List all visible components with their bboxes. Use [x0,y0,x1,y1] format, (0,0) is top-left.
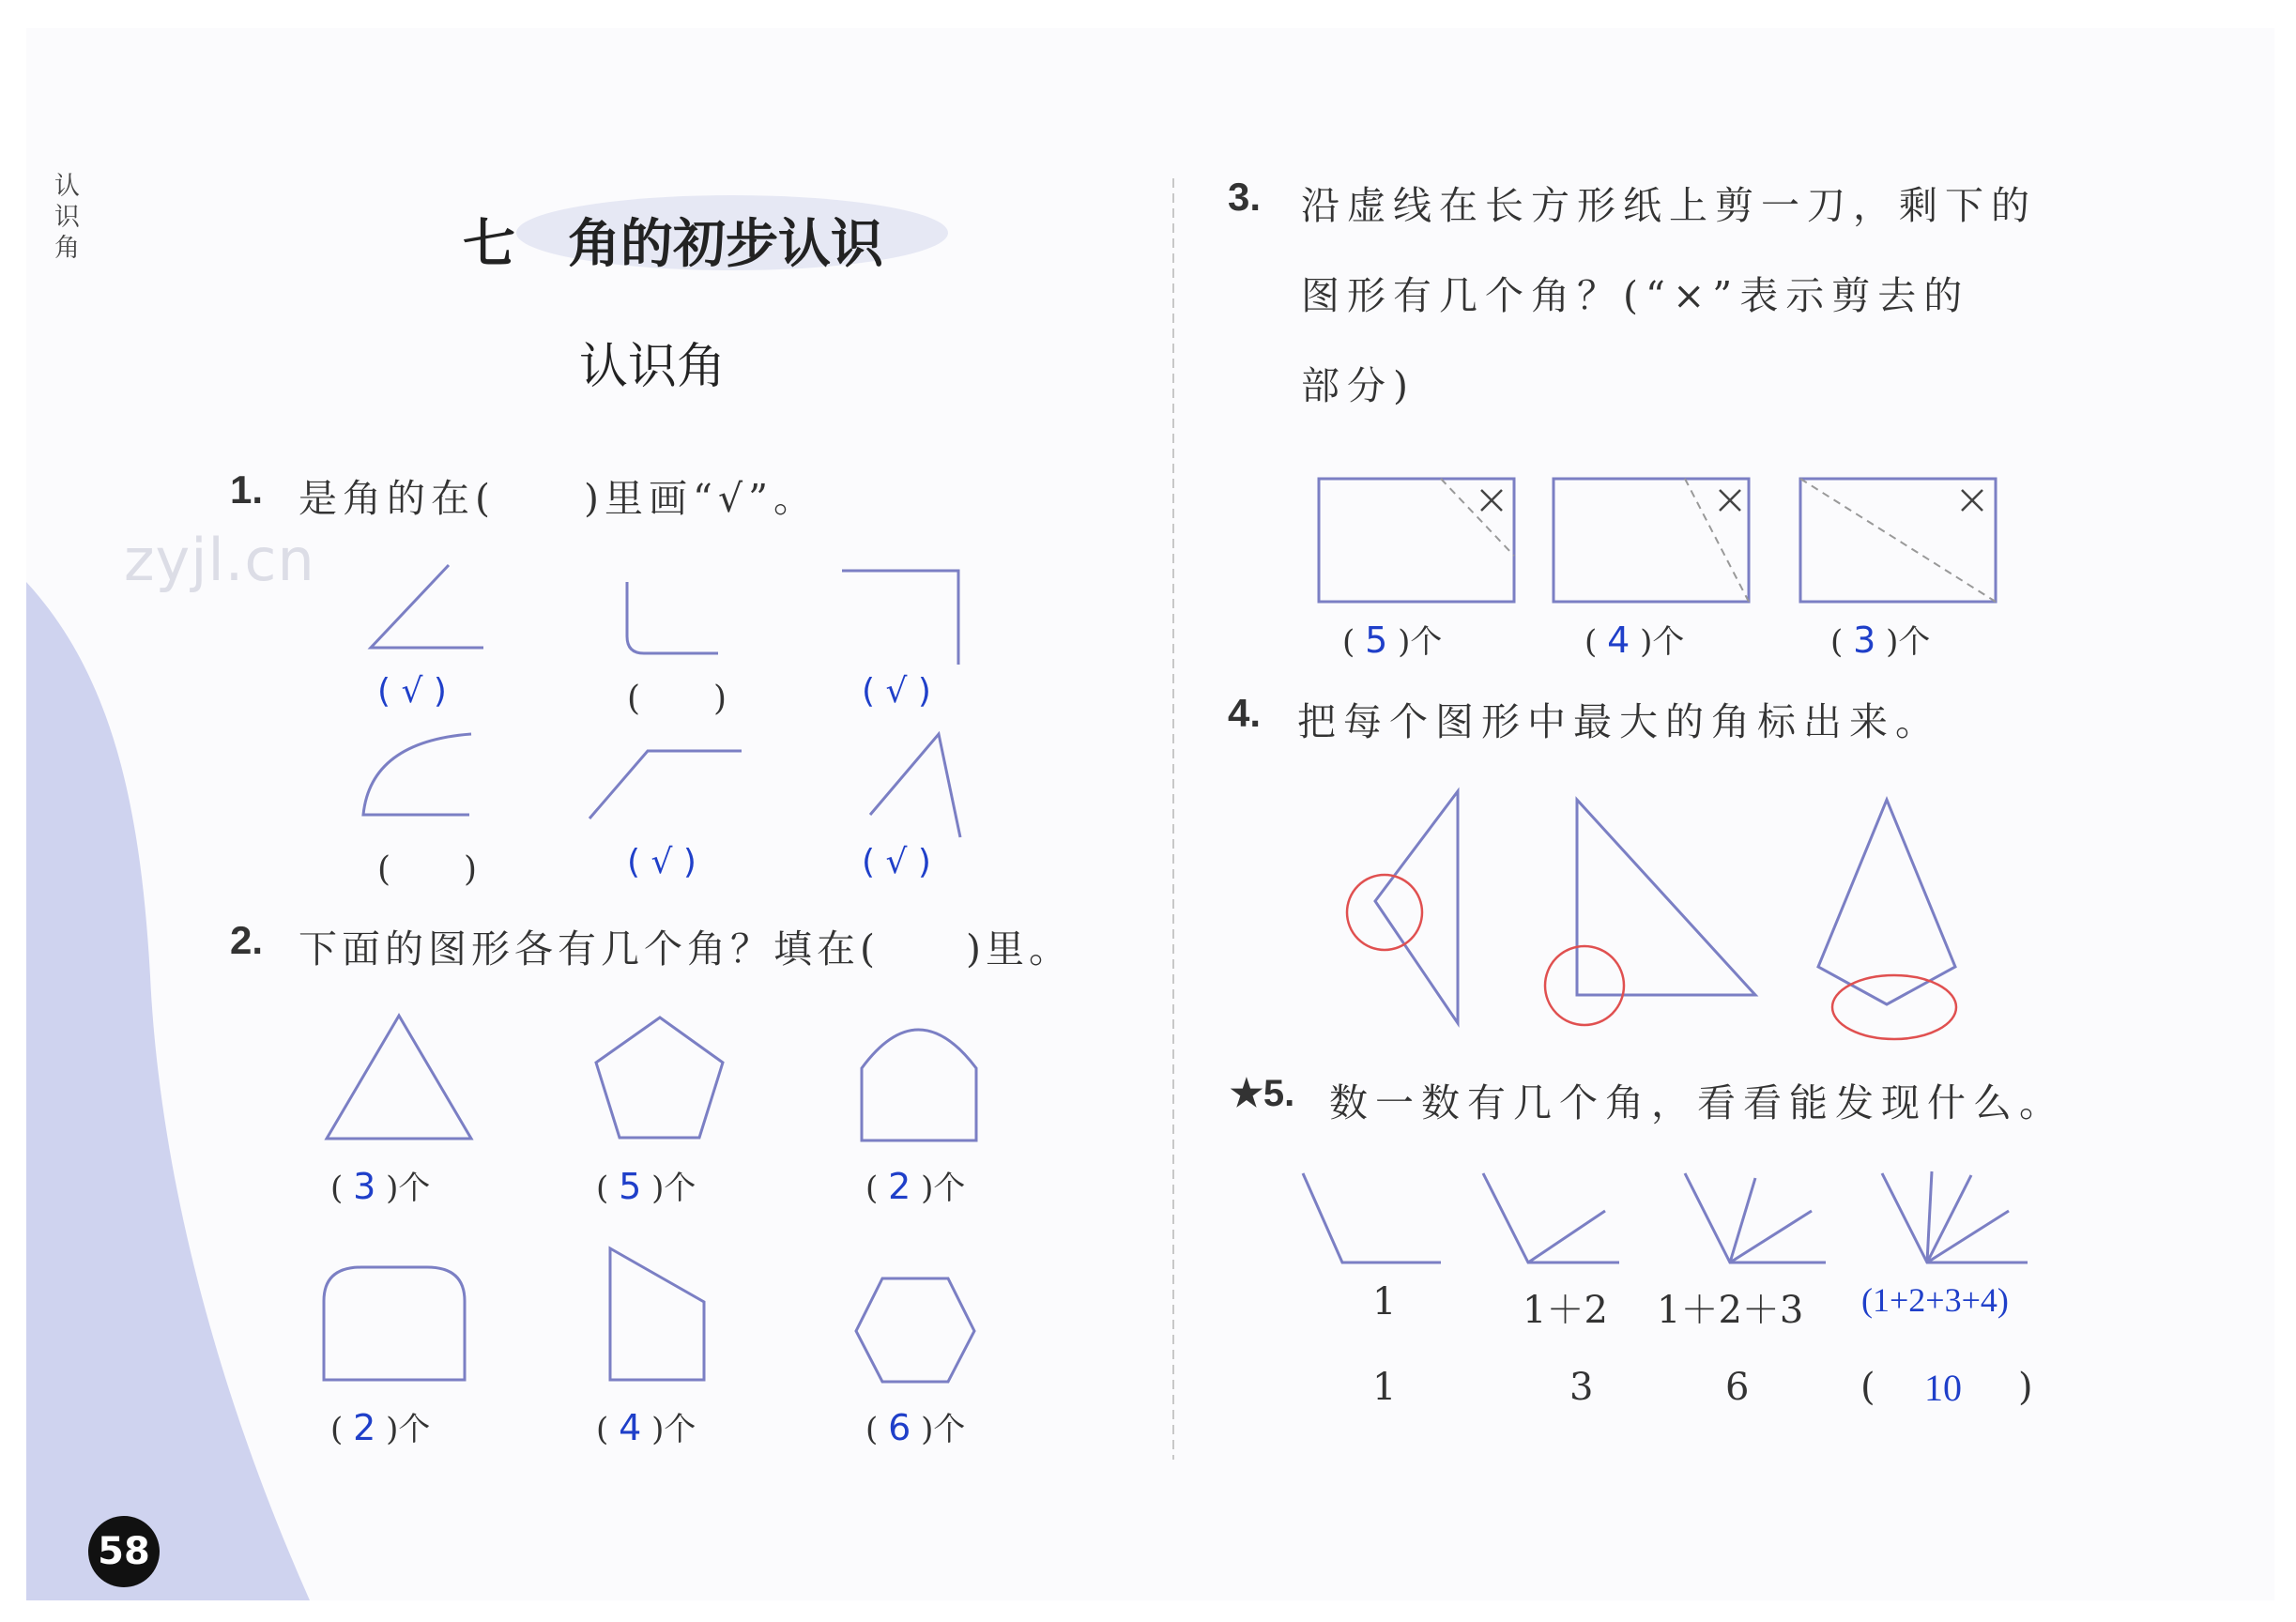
q1-answer-2: ( ) [627,680,729,718]
q2-text: 下面的图形各有几个角？填在( )里。 [298,926,1072,972]
q1-answer-6: ( √ ) [862,843,931,881]
q2-answer-3-group: ( 2 )个 [865,1166,966,1207]
q2-answer-1: 3 [353,1166,376,1207]
q2-answer-2: 5 [619,1166,642,1207]
q3-answer-1: 5 [1365,620,1388,661]
q2-answer-5: 4 [619,1407,642,1448]
q2-answer-3: 2 [888,1166,911,1207]
q3-answer-1-group: ( 5 )个 [1342,620,1443,661]
q3-answer-3: 3 [1853,620,1876,661]
q3-unit-1: 个 [1410,623,1443,661]
q2-unit-5: 个 [664,1411,696,1448]
q5-row2-paren-open: ( [1860,1366,1875,1409]
q3-line-1: 沿虚线在长方形纸上剪一刀，剩下的 [1301,183,2037,228]
q3-answer-2-group: ( 4 )个 [1584,620,1685,661]
q2-answer-4-group: ( 2 )个 [330,1407,431,1448]
q3-number: 3. [1228,175,1262,219]
q5-row2-answer: 10 [1924,1367,1962,1409]
chapter-title: 七 角的初步认识 [463,213,883,275]
q5-row2-paren-close: ) [2018,1366,2033,1409]
q5-row2-1: 1 [1372,1366,1397,1409]
q5-row1-1: 1 [1372,1280,1397,1324]
q5-row1-3: 1＋2＋3 [1657,1289,1804,1332]
q3-answer-2: 4 [1607,620,1630,661]
q2-unit-3: 个 [933,1170,966,1207]
q2-unit-2: 个 [664,1170,696,1207]
q2-answer-4: 2 [353,1407,376,1448]
q3-line-2: 图形有几个角？(“×”表示剪去的 [1301,273,1970,318]
q1-number: 1. [230,467,264,512]
q2-unit-4: 个 [398,1411,431,1448]
q2-answer-1-group: ( 3 )个 [330,1166,431,1207]
q3-line-3: 部分) [1301,363,1416,408]
watermark: zyjl.cn [124,526,315,594]
page-number: 58 [98,1530,150,1573]
q2-answer-2-group: ( 5 )个 [596,1166,696,1207]
q4-text: 把每个图形中最大的角标出来。 [1297,699,1941,744]
q5-text: 数一数有几个角，看看能发现什么。 [1329,1080,2065,1125]
q1-answer-1: ( √ ) [377,672,447,711]
q5-row2-3: 6 [1725,1366,1750,1409]
q2-answer-5-group: ( 4 )个 [596,1407,696,1448]
side-tab: 认识角 [54,172,80,263]
q4-number: 4. [1228,691,1262,735]
q3-unit-2: 个 [1652,623,1685,661]
q2-answer-6-group: ( 6 )个 [865,1407,966,1448]
q5-number: ★5. [1230,1073,1295,1114]
q5-row2-2: 3 [1569,1366,1594,1409]
q2-unit-6: 个 [933,1411,966,1448]
q2-unit-1: 个 [398,1170,431,1207]
q1-answer-5: ( √ ) [627,843,696,881]
q1-text: 是角的在( )里画“√”。 [298,476,819,521]
q3-unit-3: 个 [1898,623,1931,661]
q5-row1-answer: (1+2+3+4) [1861,1281,2009,1319]
q2-number: 2. [230,918,264,962]
q1-answer-4: ( ) [377,850,480,889]
q3-answer-3-group: ( 3 )个 [1830,620,1931,661]
section-title: 认识角 [579,339,727,395]
q1-answer-3: ( √ ) [862,672,931,711]
q2-answer-6: 6 [888,1407,911,1448]
q5-row1-2: 1＋2 [1523,1289,1608,1332]
